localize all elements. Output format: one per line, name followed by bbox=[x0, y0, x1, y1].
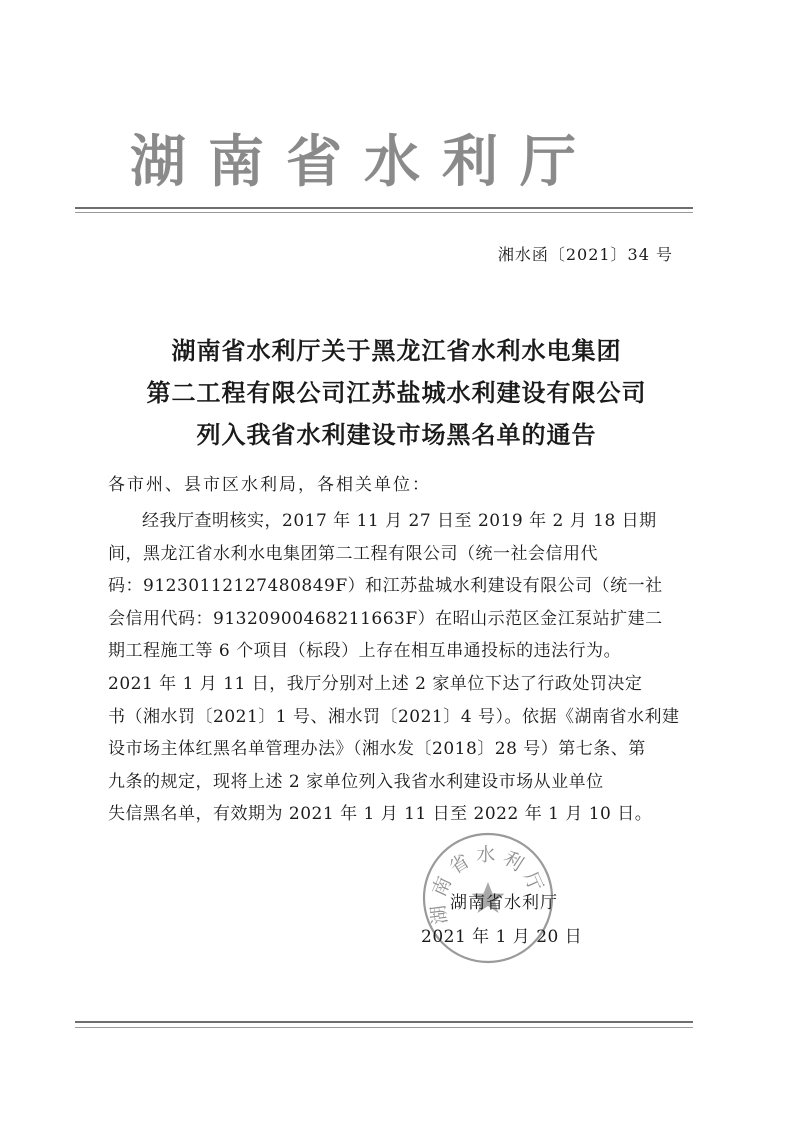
title-line: 湖南省水利厅关于黑龙江省水利水电集团 bbox=[171, 337, 622, 365]
body-line: 失信黑名单，有效期为 2021 年 1 月 11 日至 2022 年 1 月 10 日。 bbox=[108, 804, 653, 825]
agency-letterhead: 湖南省水利厅 bbox=[130, 130, 598, 195]
title-line: 列入我省水利建设市场黑名单的通告 bbox=[196, 421, 597, 449]
body-paragraph bbox=[108, 505, 680, 831]
footer-rule-thick bbox=[75, 1021, 693, 1023]
issue-date: 2021 年 1 月 20 日 bbox=[421, 927, 583, 947]
body-line: 间，黑龙江省水利水电集团第二工程有限公司（统一社会信用代 bbox=[108, 543, 598, 564]
body-line: 设市场主体红黑名单管理办法》（湘水发〔2018〕28 号）第七条、第 bbox=[108, 739, 646, 760]
body-line: 码：91230112127480849F）和江苏盐城水利建设有限公司（统一社 bbox=[108, 576, 663, 597]
document-number: 湘水函〔2021〕34 号 bbox=[497, 245, 673, 264]
seal-text: 湖南省水利厅 bbox=[426, 843, 550, 926]
body-line: 书（湘水罚〔2021〕1 号、湘水罚〔2021〕4 号）。依据《湖南省水利建 bbox=[108, 706, 680, 727]
letterhead-rule-thick bbox=[75, 207, 693, 209]
body-line: 期工程施工等 6 个项目（标段）上存在相互串通投标的违法行为。 bbox=[108, 641, 622, 662]
letterhead-rule-thin bbox=[75, 212, 693, 213]
document-title bbox=[100, 330, 693, 456]
footer-rule-thin bbox=[75, 1027, 693, 1028]
body-line: 九条的规定，现将上述 2 家单位列入我省水利建设市场从业单位 bbox=[108, 771, 604, 792]
body-line: 会信用代码：91320900468211663F）在昭山示范区金江泵站扩建二 bbox=[108, 608, 663, 629]
salutation: 各市州、县市区水利局，各相关单位： bbox=[108, 475, 431, 495]
body-line: 经我厅查明核实，2017 年 11 月 27 日至 2019 年 2 月 18 日期 bbox=[142, 511, 657, 531]
title-line: 第二工程有限公司江苏盐城水利建设有限公司 bbox=[146, 379, 647, 407]
issuer-name: 湖南省水利厅 bbox=[450, 893, 558, 913]
body-line: 2021 年 1 月 11 日，我厅分别对上述 2 家单位下达了行政处罚决定 bbox=[108, 673, 643, 694]
